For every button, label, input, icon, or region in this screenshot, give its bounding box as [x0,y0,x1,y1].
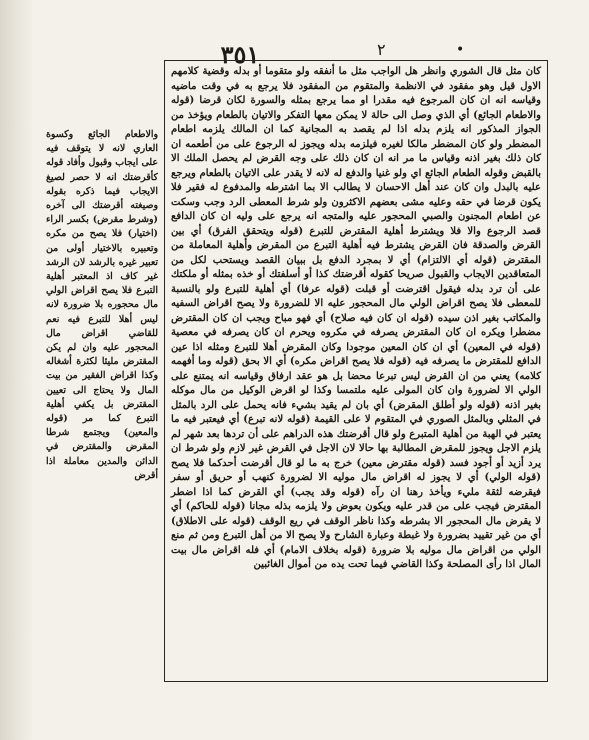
header-mark: ٢ [377,40,386,59]
margin-commentary: والاطعام الجائع وكسوة العاري لانه لا يتوقف فيه على ايجاب وقبول وأفاد قوله كأقرضتك انه لا حصر لصيغ الايجاب فيما ذكره بقوله وصيغته أقرضتك الى آخره (وشرط مقرض) بكسر الراء (اختيار) فلا يصح من مكره وتعبيره بالاختيار أولى من تعبير غيره بالرشد لان الرشد غير كاف اذ المعتبر أهلية التبرع فلا يصح اقراض الولي مال محجوره بلا ضرورة لانه ليس أهلا للتبرع فيه نعم للقاضي اقراض مال المحجور عليه وان لم يكن المقترض مليئا لكثرة أشغاله وكذا اقراض الفقير من بيت المال ولا يحتاج الى تعيين المقترض بل يكفي أهلية التبرع كما مر (قوله والمعين) ويجتمع شرطا المقرض والمقترض في الدائن والمدين معاملة اذا أقرض [46,129,158,481]
header-dot: • [456,42,465,58]
binding-edge [0,0,34,740]
main-text-frame [164,60,548,682]
main-text: كان مثل قال الشوري وانظر هل الواجب مثل ما أنفقه ولو متقوما أو بدله وقضية كلامهم الاول قيل وهو مفقود في الانظمة والمتقوم من المفقود فلا يرجع به في وقت ماضيه وقياسه انه ان كان المرجوع فيه مقدرا او مما يرجع بمثله والسورة لكان قرضا (قوله والاطعام الجائع) أي الذي وصل الى حالة لا يمكن معها التفكر والاتيان بالطعام ويؤخذ من الجواز المذكور انه يلزم بدله اذا لم يقصد به المجانية كما ان المالك يلزمه اطعام المضطر ولو كان المضطر مالكا لغيره فيلزمه بدله ويجوز له الرجوع على من أطعمه ان كان ذلك بغير اذنه وقياس ما مر انه ان كان ذلك على وجه القرض لم يحصل الملك الا بالقبض وقوله الطعام الجائع اي ولو غنيا والدفع له لانه لا يقدر على الاتيان بالطعام ويرجع عليه بالبدل وان كان عند أهل الاحسان لا يطالب الا بما اشترطه والمدفوع له فقير فلا يكون قرضا في حقه وعليه مشى بعضهم الاكثرون ولو شرط المعطى الرد وجب وسكت عن اطعام المجنون والصبي المحجور عليه والمتجه انه يرجع على وليه ان كان الدافع قصد الرجوع والا فلا ويشترط أهلية المقترض للتبرع (قوله ويتحقق الفرق) أي بين القرض والصدقة فان القرض يشترط فيه أهلية التبرع من المقرض وأهلية المعاملة من المقترض (قوله أي الالتزام) أي لا بمجرد الدفع بل ببيان القصد ويستحب لكل من المتعاقدين الايجاب والقبول صريحا كقوله أقرضتك كذا أو أسلفتك أو خذه بمثله أو ملكتك على أن ترد بدله فيقول اقترضت أو قبلت (قوله عرفا) أي أهلية للتبرع ولو بالنسبة للمعطى فلا يصح اقراض الولي مال المحجور عليه الا للضرورة ولا يصح اقراض السفيه والمكاتب بغير اذن سيده (قوله ان كان فيه صلاح) أي فهو مباح ويجب ان كان المقترض مضطرا ويكره ان كان المقترض يصرفه في مكروه ويحرم ان كان يصرفه في معصية (قوله في المعين) أي ان كان المعين موجودا وكان المقرض أهلا للتبرع ومثله اذا عين الدافع للمقترض ما يصرفه فيه (قوله فلا يصح اقراض مكره) أي الا بحق (قوله وما أفهمه كلامه) يعني من ان القرض ليس تبرعا محضا بل هو عقد ارفاق وقياسه انه يمتنع على الولي الا لضرورة وان كان المولى عليه ملتمسا وكذا لو اقرض الوكيل من مال موكله بغير اذنه (قوله ولو أطلق المقرض) أي بان لم يقيد بشيء فانه يحمل على الرد بالمثل في المثلي وبالمثل الصوري في المتقوم لا على القيمة (قوله لانه تبرع) أي فيعتبر فيه ما يعتبر في الهبة من أهلية المتبرع ولو قال أقرضتك هذه الدراهم على أن تردها بعد شهر لم يلزم الاجل ويجوز للمقرض المطالبة بها حالا لان الاجل في القرض غير لازم ولو شرط ان يرد أزيد أو أجود فسد (قوله مقترض معين) خرج به ما لو قال أقرضت أحدكما فلا يصح (قوله الولي) أي لا يجوز له اقراض مال موليه الا لضرورة كنهب أو حريق أو سفر فيقرضه لثقة مليء ويأخذ رهنا ان رآه (قوله وقد يجب) أي القرض كما اذا اضطر المقترض فيجب على من قدر عليه ويكون بعوض ولا يلزمه بذله مجانا (قوله للحاكم) أي لا يقرض مال المحجور الا بشرطه وكذا ناظر الوقف في ريع الوقف (قوله على الاطلاق) أي من غير تقييد بضرورة ولا غبطة وعبارة الشارح ولا يصح الا من أهل التبرع ومن ثم منع الولي من اقراض مال موليه بلا ضرورة (قوله بخلاف الامام) أي فله اقراض مال بيت المال اذا رأى المصلحة وكذا القاضي فيما تحت يده من أموال الغائبين [171,66,541,570]
page-number: ٣٥١ [220,40,260,69]
